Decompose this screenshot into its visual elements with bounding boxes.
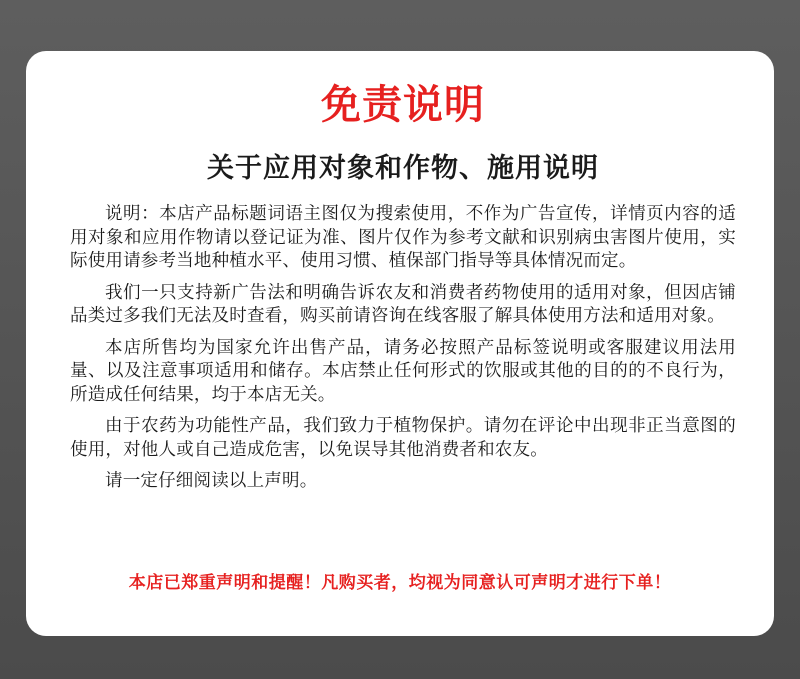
paragraph-advertising-law: 我们一只支持新广告法和明确告诉农友和消费者药物使用的适用对象，但因店铺品类过多我们无法及时查看，购买前请咨询在线客服了解具体使用方法和适用对象。 [70, 282, 736, 326]
paragraph-explanation: 说明：本店产品标题词语主图仅为搜索使用，不作为广告宣传，详情页内容的适用对象和应用作物请以登记证为准、图片仅作为参考文献和识别病虫害图片使用，实际使用请参考当地种植水平、使用习惯、植保部门指导等具体情况而定。 [70, 204, 736, 271]
paragraph-read-carefully: 请一定仔细阅读以上声明。 [105, 471, 318, 491]
paragraph-plant-protection: 由于农药为功能性产品，我们致力于植物保护。请勿在评论中出现非正当意图的使用，对他人或自己造成危害，以免误导其他消费者和农友。 [70, 416, 736, 460]
page-title: 免责说明 [321, 82, 485, 128]
notice-banner: 本店已郑重声明和提醒！凡购买者，均视为同意认可声明才进行下单！ [128, 573, 672, 593]
paragraph-usage-instructions: 本店所售均为国家允许出售产品，请务必按照产品标签说明或客服建议用法用量、以及注意事项适用和储存。本店禁止任何形式的饮服或其他的目的的不良行为，所造成任何结果，均于本店无关。 [70, 337, 736, 405]
disclaimer-card [26, 51, 774, 636]
page-subtitle: 关于应用对象和作物、施用说明 [207, 153, 599, 184]
